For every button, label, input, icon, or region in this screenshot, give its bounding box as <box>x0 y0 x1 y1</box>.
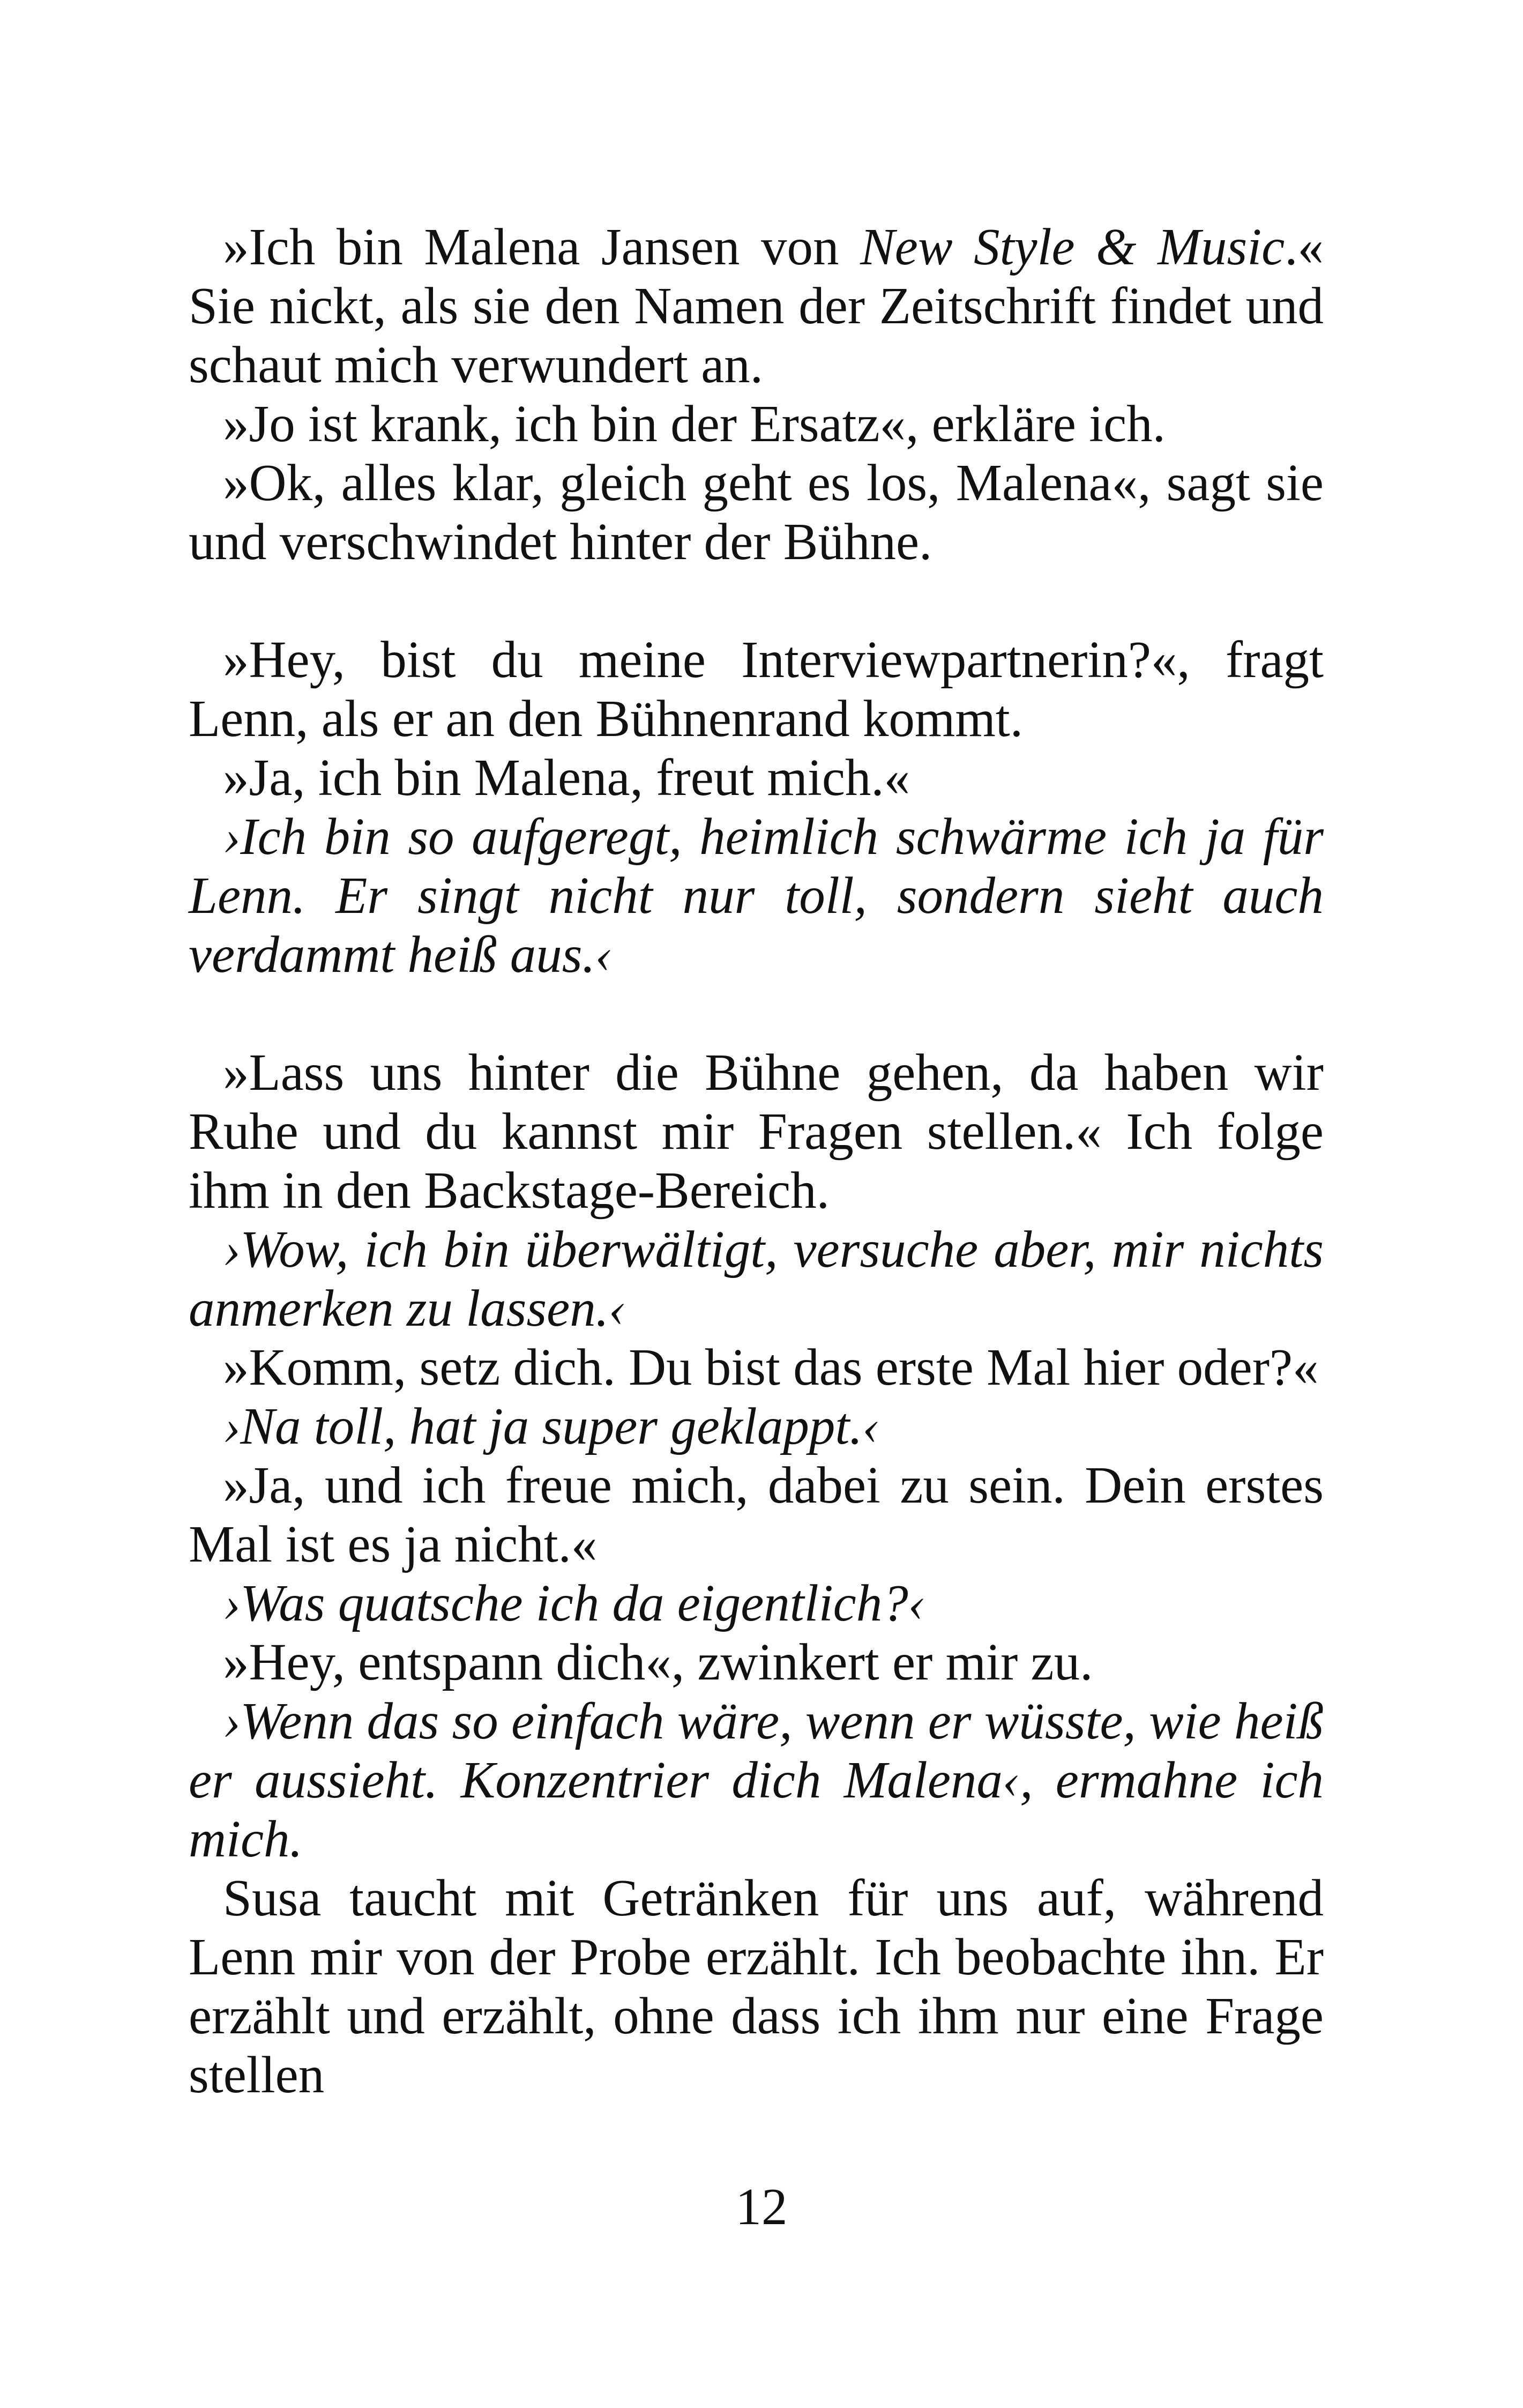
paragraph-12-thought: ›Was quatsche ich da eigentlich?‹ <box>223 1574 926 1632</box>
paragraph-10-thought: ›Na toll, hat ja super geklappt.‹ <box>223 1398 880 1455</box>
paragraph-3: »Ok, alles klar, gleich geht es los, Malena«, sagt sie und verschwindet hinter der Bühne. <box>189 454 1324 570</box>
dialogue-text: »Ich bin Malena Jansen von <box>223 218 861 276</box>
body-text <box>189 218 1324 2105</box>
paragraph-7: »Lass uns hinter die Bühne gehen, da haben wir Ruhe und du kannst mir Fragen stellen.« Ich folge ihm in den Backstage-Bereich. <box>189 1044 1324 1219</box>
narration-text: , ermahne ich mich. <box>189 1751 1324 1868</box>
paragraph-15: Susa taucht mit Getränken für uns auf, während Lenn mir von der Probe erzählt. Ich beobachte ihn. Er erzählt und erzählt, ohne dass ich ihm nur eine Frage stellen <box>189 1869 1324 2104</box>
paragraph-2: »Jo ist krank, ich bin der Ersatz«, erkläre ich. <box>223 395 1166 452</box>
paragraph-8-thought: ›Wow, ich bin überwältigt, versuche aber, mir nichts anmerken zu lassen.‹ <box>189 1221 1324 1337</box>
paragraph-13: »Hey, entspann dich«, zwinkert er mir zu. <box>223 1633 1093 1691</box>
paragraph-6-thought: ›Ich bin so aufgeregt, heimlich schwärme ich ja für Lenn. Er singt nicht nur toll, sondern sieht auch verdammt heiß aus.‹ <box>189 808 1324 983</box>
page-number: 12 <box>735 2178 788 2235</box>
magazine-title: New Style & Music <box>860 218 1285 276</box>
paragraph-9: »Komm, setz dich. Du bist das erste Mal hier oder?« <box>223 1339 1319 1396</box>
paragraph-11: »Ja, und ich freue mich, dabei zu sein. Dein erstes Mal ist es ja nicht.« <box>189 1456 1324 1573</box>
thought-text: ›Wenn das so einfach wäre, wenn er wüsste, wie heiß er aussieht. Konzentrier dich Malena‹ <box>189 1692 1324 1809</box>
dialogue-text: .« Sie nickt, als sie den Namen der Zeitschrift findet und schaut mich verwundert an. <box>189 218 1324 393</box>
paragraph-1 <box>189 218 1324 395</box>
paragraph-5: »Ja, ich bin Malena, freut mich.« <box>223 749 910 806</box>
paragraph-14-thought <box>189 1692 1324 1869</box>
paragraph-4: »Hey, bist du meine Interviewpartnerin?«, fragt Lenn, als er an den Bühnenrand kommt. <box>189 631 1324 747</box>
